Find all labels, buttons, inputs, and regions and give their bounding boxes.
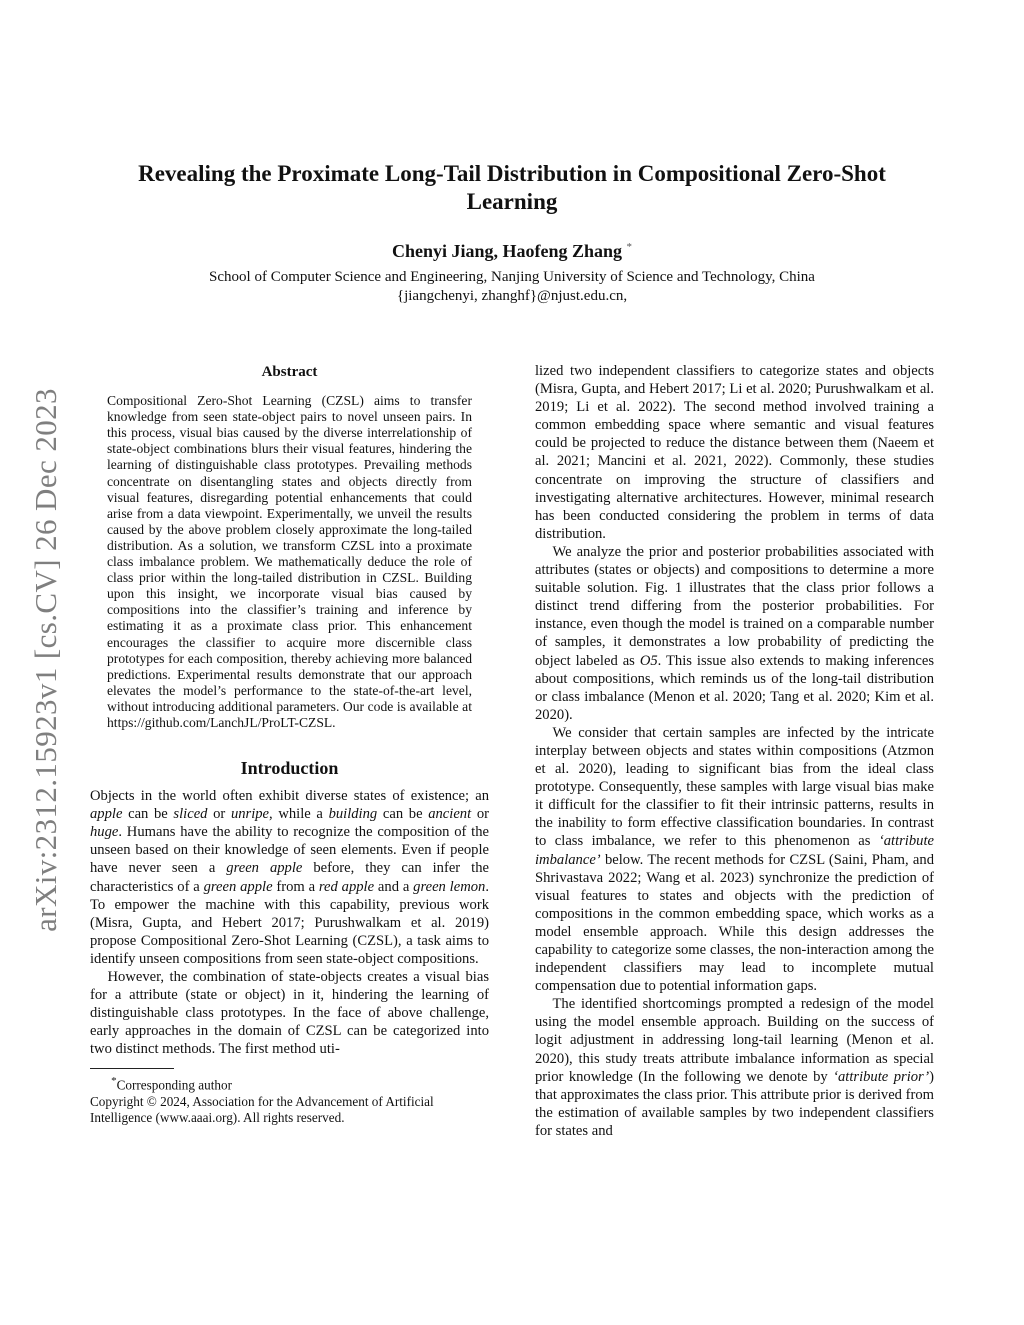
intro-paragraph-4: We consider that certain samples are infected by the intricate interplay between objects and states within compositions (Atzmon et al. 2020), leading to significant bias from the ideal class prototype. Consequently, these samples with large visual bias make it difficult for the classifier to fit their intrinsic patterns, results in the inability to form effective classification boundaries. In contrast to class imbalance, we refer to this phenomenon as ‘attribute imbalance’ below. The recent methods for CZSL (Saini, Pham, and Shrivastava 2022; Wang et al. 2023) synchronize the prediction of visual features to states and objects with the prediction of compositions in the common embedding space, which works as a model ensemble approach. While this design addresses the capability to categorize some classes, the non-interaction among the independent classifiers may lead to incomplete mutual compensation due to potential information gaps. — [535, 724, 934, 995]
intro-paragraph-2: However, the combination of state-objects creates a visual bias for a attribute (state or object) in it, hindering the learning of distinguishable class prototypes. In the face of above challenge, early approaches in the domain of CZSL can be categorized into two distinct methods. The first method uti- — [90, 969, 489, 1058]
footnote-rule — [90, 1068, 174, 1069]
intro-paragraph-3: We analyze the prior and posterior probabilities associated with attributes (states or objects) and compositions to determine a more suitable solution. Fig. 1 illustrates that the class prior follows a distinct trend differing from the posterior probabilities. For instance, even though the model is trained on a comparable number of samples, it demonstrates a low probability of predicting the object labeled as O5. This issue also extends to making inferences about compositions, which reminds us of the long-tail distribution or class imbalance (Menon et al. 2020; Tang et al. 2020; Kim et al. 2020). — [535, 543, 934, 723]
intro-paragraph-1: Objects in the world often exhibit diverse states of existence; an apple can be sliced or unripe, while a building can be ancient or huge. Humans have the ability to recognize the composition of the unseen based on their knowledge of seen elements. Even if people have never seen a green apple before, they can infer the characteristics of a green apple from a red apple and a green lemon. To empower the machine with this capability, previous work (Misra, Gupta, and Hebert 2017; Purushwalkam et al. 2019) propose Compositional Zero-Shot Learning (CZSL), a task aims to identify unseen compositions from seen state-object compositions. — [90, 788, 489, 967]
intro-paragraph-5: The identified shortcomings prompted a redesign of the model using the model ensemble approach. Building on the success of logit adjustment in addressing long-tail learning (Menon et al. 2020), this study treats attribute imbalance information as special prior knowledge (In the following we denote by ‘attribute prior’) that approximates the class prior. This attribute prior is derived from the estimation of available samples by two independent classifiers for states and — [535, 996, 935, 1139]
footnote-area — [90, 1068, 489, 1125]
author-email: {jiangchenyi, zhanghf}@njust.edu.cn, — [396, 288, 628, 304]
arxiv-identifier: arXiv:2312.15923v1 [cs.CV] 26 Dec 2023 — [28, 388, 63, 932]
abstract-text: Compositional Zero-Shot Learning (CZSL) aims to transfer knowledge from seen state-object pairs to novel unseen pairs. In this process, visual bias caused by the diverse interrelationship of state-object combinations blurs their visual features, hindering the learning of distinguishable class prototypes. Prevailing methods concentrate on disentangling states and objects directly from visual features, disregarding potential enhancements that could arise from a data viewpoint. Experimentally, we unveil the results caused by the above problem closely approximate the long-tailed distribution. As a solution, we transform CZSL into a proximate class imbalance problem. We mathematically deduce the role of class prior within the long-tailed distribution in CZSL. Building upon this insight, we incorporate visual bias caused by compositions into the classifier’s training and inference by estimating it as a proximate class prior. This enhancement encourages the classifier to acquire more discernible class prototypes for each composition, thereby achieving more balanced predictions. Experimental results demonstrate that our approach elevates the model’s performance to the state-of-the-art level, without introducing additional parameters. Our code is available at https://github.com/LanchJL/ProLT-CZSL. — [107, 393, 472, 730]
author-line — [112, 236, 912, 262]
introduction-heading: Introduction — [240, 758, 339, 779]
abstract — [107, 364, 472, 731]
abstract-heading: Abstract — [261, 364, 318, 380]
right-column — [535, 362, 934, 1140]
author-footnote-mark: * — [626, 241, 633, 253]
author-names: Chenyi Jiang, Haofeng Zhang — [391, 241, 623, 261]
copyright-notice: Copyright © 2024, Association for the Advancement of Artificial Intelligence (www.aaai.org). All rights reserved. — [90, 1093, 434, 1125]
paper-title: Revealing the Proximate Long-Tail Distribution in Compositional Zero-Shot Learning — [138, 161, 886, 214]
left-column — [90, 364, 489, 1126]
affiliation-text: School of Computer Science and Engineering, Nanjing University of Science and Technology, China — [209, 269, 815, 285]
corresponding-author-note: *Corresponding author — [111, 1075, 232, 1093]
affiliation-block — [112, 268, 912, 306]
intro-paragraph-2-continued: lized two independent classifiers to categorize states and objects (Misra, Gupta, and Hebert 2017; Li et al. 2020; Purushwalkam et al. 2019; Li et al. 2022). The second method involved training a common embedding space where semantic and visual features could be projected to reduce the distance between them (Naeem et al. 2021; Mancini et al. 2021, 2022). Commonly, these studies concentrate on improving the structure of classifiers and investigating alternative architectures. However, minimal research has been conducted considering the problem in terms of data distribution. — [535, 363, 934, 542]
